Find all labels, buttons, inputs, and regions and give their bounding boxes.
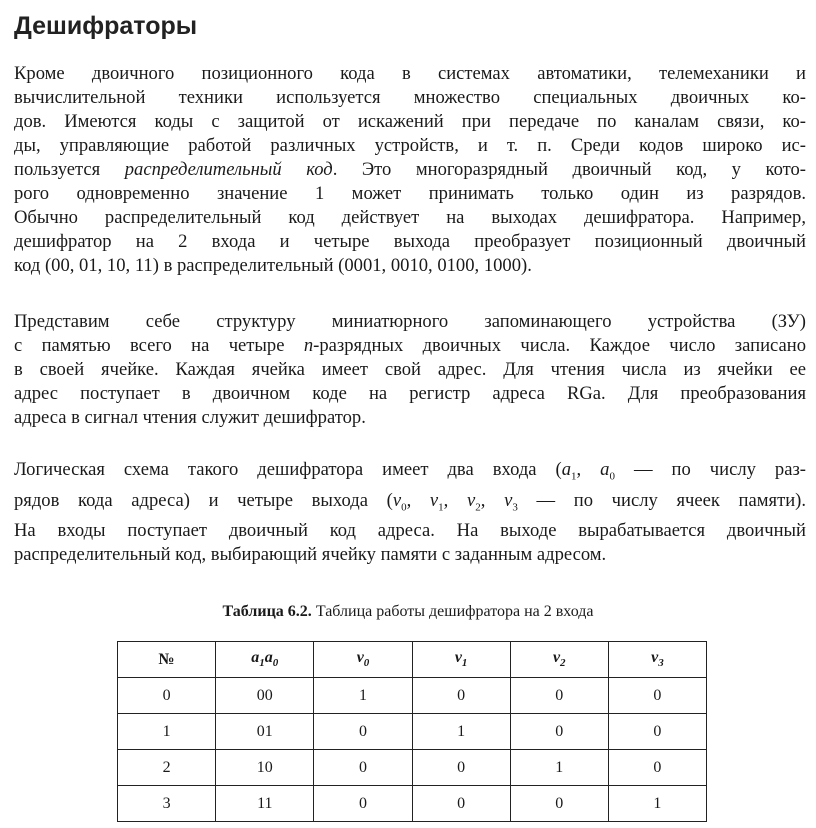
table-cell: 10 [216, 750, 314, 786]
subscript: 1 [461, 657, 468, 670]
text-line: в своей ячейке. Каждая ячейка имеет свой адрес. Для чтения числа из ячейки ее [14, 359, 806, 380]
table-cell: 1 [412, 714, 510, 750]
table-cell: 1 [510, 750, 608, 786]
header-var: v [356, 649, 364, 667]
text-span: , [480, 489, 505, 511]
text-line [14, 158, 806, 182]
header-var: v [454, 649, 462, 667]
caption-label: Таблица 6.2. [222, 603, 312, 620]
paragraph-1 [14, 62, 806, 278]
text-line: ды, управляющие работой различных устройств, и т. п. Среди кодов широко ис- [14, 135, 806, 156]
text-span: — по числу ячеек памяти). [517, 489, 806, 511]
text-line [14, 489, 806, 520]
text-line: адрес поступает в двоичном коде на регистр адреса RGa. Для преобразования [14, 383, 806, 404]
text-span: . Это многоразрядный двоичный код, у кото- [332, 159, 807, 180]
text-line [14, 458, 806, 489]
subscript: 0 [363, 657, 370, 670]
caption-text: Таблица работы дешифратора на 2 входа [311, 603, 594, 620]
text-line: дов. Имеются коды с защитой от искажений при передаче по каналам связи, ко- [14, 111, 806, 132]
header-var: a [264, 649, 273, 667]
text-line: Обычно распределительный код действует на выходах дешифратора. Например, [14, 207, 806, 228]
table-row [118, 750, 707, 786]
subscript: 3 [658, 657, 664, 670]
text-line: На входы поступает двоичный код адреса. На выходе вырабатывается двоичный [14, 520, 806, 542]
table-cell: 0 [510, 714, 608, 750]
table-header-row [118, 642, 707, 678]
var-a: a [561, 459, 572, 480]
subscript: 0 [401, 501, 407, 514]
table-cell: 1 [314, 678, 412, 714]
text-line: дешифратор на 2 входа и четыре выхода преобразует позиционный двоичный [14, 231, 806, 252]
text-line: распределительный код, выбирающий ячейку памяти с заданным адресом. [14, 544, 607, 566]
header-var: v [552, 649, 561, 667]
table-caption [0, 603, 816, 621]
subscript: 3 [512, 501, 518, 514]
subscript: 0 [609, 470, 615, 483]
term-emphasis: распределительный код [124, 159, 333, 180]
table-cell: 1 [118, 714, 216, 750]
header-v2 [510, 642, 608, 678]
subscript: 2 [560, 657, 566, 670]
table-row [118, 714, 707, 750]
subscript: 2 [475, 501, 481, 514]
var-v: v [504, 489, 513, 511]
text-span: с памятью всего на четыре [14, 335, 304, 356]
text-span: рядов кода адреса) и четыре выхода ( [14, 489, 393, 511]
table-cell: 00 [216, 678, 314, 714]
var-v: v [392, 489, 402, 511]
text-line [14, 334, 806, 358]
page-title: Дешифраторы [14, 12, 198, 40]
table-cell: 0 [314, 786, 412, 822]
paragraph-3 [14, 458, 806, 567]
table-cell: 0 [608, 678, 706, 714]
table-cell: 11 [216, 786, 314, 822]
text-span: — по числу раз- [614, 459, 806, 480]
table-cell: 0 [608, 750, 706, 786]
text-span: пользуется [14, 159, 125, 180]
header-a1a0 [216, 642, 314, 678]
text-span: , [576, 459, 601, 480]
table-cell: 0 [510, 786, 608, 822]
subscript: 1 [571, 470, 577, 483]
header-v0 [314, 642, 412, 678]
table-cell: 0 [608, 714, 706, 750]
var-v: v [466, 489, 476, 511]
text-line: Представим себе структуру миниатюрного запоминающего устройства (ЗУ) [14, 311, 806, 332]
subscript: 1 [438, 501, 444, 514]
table-row [118, 786, 707, 822]
header-var: v [651, 649, 659, 667]
header-number: № [118, 642, 216, 678]
text-span: Логическая схема такого дешифратора имеет два входа ( [14, 459, 562, 480]
table-row [118, 678, 707, 714]
subscript: 1 [259, 657, 265, 670]
text-line: Кроме двоичного позиционного кода в системах автоматики, телемеханики и [14, 63, 806, 84]
subscript: 0 [272, 657, 279, 670]
table-cell: 0 [412, 786, 510, 822]
table-cell: 0 [510, 678, 608, 714]
variable-n: n [303, 335, 314, 356]
header-v1 [412, 642, 510, 678]
table-cell: 1 [608, 786, 706, 822]
text-line: вычислительной техники используется множество специальных двоичных ко- [14, 87, 806, 108]
table-cell: 0 [314, 750, 412, 786]
table-cell: 3 [118, 786, 216, 822]
text-line: рого одновременно значение 1 может принимать только один из разрядов. [14, 183, 806, 204]
var-v: v [429, 489, 439, 511]
table-cell: 01 [216, 714, 314, 750]
text-span: -разрядных двоичных числа. Каждое число записано [313, 335, 807, 356]
table-cell: 0 [314, 714, 412, 750]
text-span: , [406, 489, 430, 511]
paragraph-2 [14, 310, 806, 430]
var-a: a [600, 459, 610, 480]
table-cell: 0 [412, 678, 510, 714]
table-cell: 0 [412, 750, 510, 786]
decoder-truth-table [117, 641, 707, 822]
table-cell: 0 [118, 678, 216, 714]
header-var: a [251, 649, 260, 667]
text-span: , [443, 489, 467, 511]
text-line: код (00, 01, 10, 11) в распределительный (0001, 0010, 0100, 1000). [14, 255, 532, 276]
text-line: адреса в сигнал чтения служит дешифратор. [14, 407, 366, 428]
header-v3 [608, 642, 706, 678]
table-cell: 2 [118, 750, 216, 786]
